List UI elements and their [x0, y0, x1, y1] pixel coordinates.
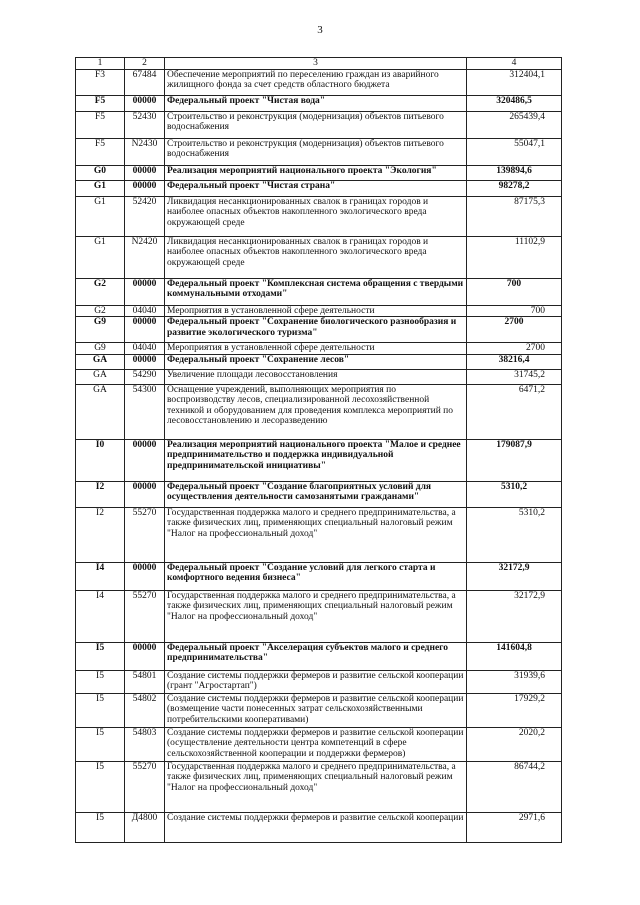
row-target-code: 00000: [125, 180, 165, 196]
row-target-code: 00000: [125, 95, 165, 111]
row-code: G2: [76, 305, 125, 317]
row-amount: 38216,4: [467, 354, 562, 369]
row-code: G1: [76, 180, 125, 196]
row-amount: 98278,2: [467, 180, 562, 196]
row-code: I4: [76, 590, 125, 642]
row-code: I5: [76, 761, 125, 812]
table-row: [76, 481, 562, 507]
row-amount: 179087,9: [467, 439, 562, 481]
row-description: Государственная поддержка малого и среднего предпринимательства, а также физических лиц, применяющих специальный налоговый режим "Налог на профессиональный доход": [165, 507, 467, 562]
row-code: I5: [76, 693, 125, 727]
row-description: Строительство и реконструкция (модернизация) объектов питьевого водоснабжения: [165, 138, 467, 165]
row-code: I0: [76, 439, 125, 481]
row-description: Мероприятия в установленной сфере деятельности: [165, 343, 467, 355]
row-amount: 55047,1: [467, 138, 562, 165]
row-description: Федеральный проект "Чистая страна": [165, 180, 467, 196]
table-row: [76, 317, 562, 343]
row-description: Федеральный проект "Чистая вода": [165, 95, 467, 111]
row-target-code: 54802: [125, 693, 165, 727]
row-target-code: 54300: [125, 384, 165, 439]
header-col-1: 1: [76, 58, 125, 70]
row-target-code: 00000: [125, 317, 165, 343]
row-amount: 86744,2: [467, 761, 562, 812]
row-code: GA: [76, 369, 125, 384]
table-row: [76, 507, 562, 562]
row-target-code: 55270: [125, 761, 165, 812]
row-description: Реализация мероприятий национального проекта "Экология": [165, 165, 467, 180]
row-code: GA: [76, 354, 125, 369]
row-target-code: 00000: [125, 439, 165, 481]
header-col-2: 2: [125, 58, 165, 70]
row-target-code: 00000: [125, 354, 165, 369]
table-row: [76, 69, 562, 95]
row-code: I4: [76, 562, 125, 590]
row-amount: 31745,2: [467, 369, 562, 384]
row-target-code: 00000: [125, 562, 165, 590]
row-description: Ликвидация несанкционированных свалок в границах городов и наиболее опасных объектов накопленного экологического вреда окружающей среде: [165, 236, 467, 278]
table-row: [76, 642, 562, 670]
table-row: [76, 670, 562, 693]
row-amount: 700: [467, 305, 562, 317]
row-target-code: 55270: [125, 590, 165, 642]
row-code: GA: [76, 384, 125, 439]
row-code: F5: [76, 111, 125, 138]
row-amount: 31939,6: [467, 670, 562, 693]
row-description: Оснащение учреждений, выполняющих мероприятия по воспроизводству лесов, специализированной лесохозяйственной техникой и оборудованием для проведения комплекса мероприятий по лесовосстановлению и лесоразведению: [165, 384, 467, 439]
row-code: I2: [76, 481, 125, 507]
row-code: G9: [76, 317, 125, 343]
table-row: [76, 278, 562, 305]
row-amount: 2020,2: [467, 727, 562, 761]
table-row: [76, 812, 562, 842]
row-target-code: 04040: [125, 343, 165, 355]
header-col-4: 4: [467, 58, 562, 70]
table-row: [76, 562, 562, 590]
row-code: I5: [76, 727, 125, 761]
row-description: Федеральный проект "Создание благоприятных условий для осуществления деятельности самозанятыми гражданами": [165, 481, 467, 507]
row-target-code: 00000: [125, 165, 165, 180]
table-header-row: [76, 58, 562, 70]
table-row: [76, 180, 562, 196]
row-description: Создание системы поддержки фермеров и развитие сельской кооперации (грант "Агростартап"): [165, 670, 467, 693]
table-row: [76, 727, 562, 761]
row-code: F5: [76, 95, 125, 111]
row-code: I2: [76, 507, 125, 562]
row-code: I5: [76, 670, 125, 693]
row-amount: 700: [467, 278, 562, 305]
row-description: Строительство и реконструкция (модернизация) объектов питьевого водоснабжения: [165, 111, 467, 138]
row-amount: 87175,3: [467, 196, 562, 236]
row-code: F3: [76, 69, 125, 95]
row-target-code: 52420: [125, 196, 165, 236]
table-row: [76, 369, 562, 384]
row-amount: 265439,4: [467, 111, 562, 138]
row-code: G0: [76, 165, 125, 180]
row-target-code: 00000: [125, 278, 165, 305]
row-target-code: 55270: [125, 507, 165, 562]
row-description: Федеральный проект "Комплексная система обращения с твердыми коммунальными отходами": [165, 278, 467, 305]
row-code: F5: [76, 138, 125, 165]
row-target-code: N2420: [125, 236, 165, 278]
row-target-code: 67484: [125, 69, 165, 95]
row-target-code: 00000: [125, 642, 165, 670]
row-code: G1: [76, 236, 125, 278]
row-amount: 312404,1: [467, 69, 562, 95]
row-amount: 5310,2: [467, 507, 562, 562]
table-row: [76, 305, 562, 317]
table-row: [76, 384, 562, 439]
row-target-code: 52430: [125, 111, 165, 138]
row-description: Обеспечение мероприятий по переселению граждан из аварийного жилищного фонда за счет средств областного бюджета: [165, 69, 467, 95]
row-description: Мероприятия в установленной сфере деятельности: [165, 305, 467, 317]
row-description: Федеральный проект "Создание условий для легкого старта и комфортного ведения бизнеса": [165, 562, 467, 590]
table-row: [76, 761, 562, 812]
table-row: [76, 196, 562, 236]
table-row: [76, 693, 562, 727]
row-target-code: Д4800: [125, 812, 165, 842]
row-description: Федеральный проект "Акселерация субъектов малого и среднего предпринимательства": [165, 642, 467, 670]
row-description: Государственная поддержка малого и среднего предпринимательства, а также физических лиц, применяющих специальный налоговый режим "Налог на профессиональный доход": [165, 761, 467, 812]
row-amount: 320486,5: [467, 95, 562, 111]
table-row: [76, 165, 562, 180]
row-code: I5: [76, 642, 125, 670]
table-row: [76, 138, 562, 165]
row-amount: 17929,2: [467, 693, 562, 727]
row-description: Создание системы поддержки фермеров и развитие сельской кооперации (возмещение части понесенных затрат сельскохозяйственными потребительскими кооперативами): [165, 693, 467, 727]
row-amount: 32172,9: [467, 562, 562, 590]
row-description: Реализация мероприятий национального проекта "Малое и среднее предпринимательство и поддержка индивидуальной предпринимательской инициативы": [165, 439, 467, 481]
row-code: G1: [76, 196, 125, 236]
row-target-code: 54801: [125, 670, 165, 693]
table-row: [76, 236, 562, 278]
row-amount: 32172,9: [467, 590, 562, 642]
row-amount: 6471,2: [467, 384, 562, 439]
row-description: Увеличение площади лесовосстановления: [165, 369, 467, 384]
row-amount: 139894,6: [467, 165, 562, 180]
row-target-code: 04040: [125, 305, 165, 317]
table-row: [76, 590, 562, 642]
budget-table: [75, 57, 562, 843]
row-code: G9: [76, 343, 125, 355]
row-amount: 2700: [467, 343, 562, 355]
row-amount: 2971,6: [467, 812, 562, 842]
row-target-code: 00000: [125, 481, 165, 507]
table-row: [76, 343, 562, 355]
row-amount: 2700: [467, 317, 562, 343]
table-row: [76, 354, 562, 369]
row-amount: 11102,9: [467, 236, 562, 278]
table-row: [76, 95, 562, 111]
row-description: Создание системы поддержки фермеров и развитие сельской кооперации (осуществление деятельности центра компетенций в сфере сельскохозяйственной кооперации и поддержки фермеров): [165, 727, 467, 761]
row-description: Создание системы поддержки фермеров и развитие сельской кооперации: [165, 812, 467, 842]
row-description: Государственная поддержка малого и среднего предпринимательства, а также физических лиц, применяющих специальный налоговый режим "Налог на профессиональный доход": [165, 590, 467, 642]
row-amount: 5310,2: [467, 481, 562, 507]
row-code: G2: [76, 278, 125, 305]
row-code: I5: [76, 812, 125, 842]
row-description: Ликвидация несанкционированных свалок в границах городов и наиболее опасных объектов накопленного экологического вреда окружающей среде: [165, 196, 467, 236]
row-target-code: 54803: [125, 727, 165, 761]
row-description: Федеральный проект "Сохранение биологического разнообразия и развитие экологического туризма": [165, 317, 467, 343]
table-row: [76, 439, 562, 481]
row-target-code: 54290: [125, 369, 165, 384]
row-target-code: N2430: [125, 138, 165, 165]
row-amount: 141604,8: [467, 642, 562, 670]
header-col-3: 3: [165, 58, 467, 70]
table-row: [76, 111, 562, 138]
page-number: 3: [317, 24, 323, 36]
row-description: Федеральный проект "Сохранение лесов": [165, 354, 467, 369]
